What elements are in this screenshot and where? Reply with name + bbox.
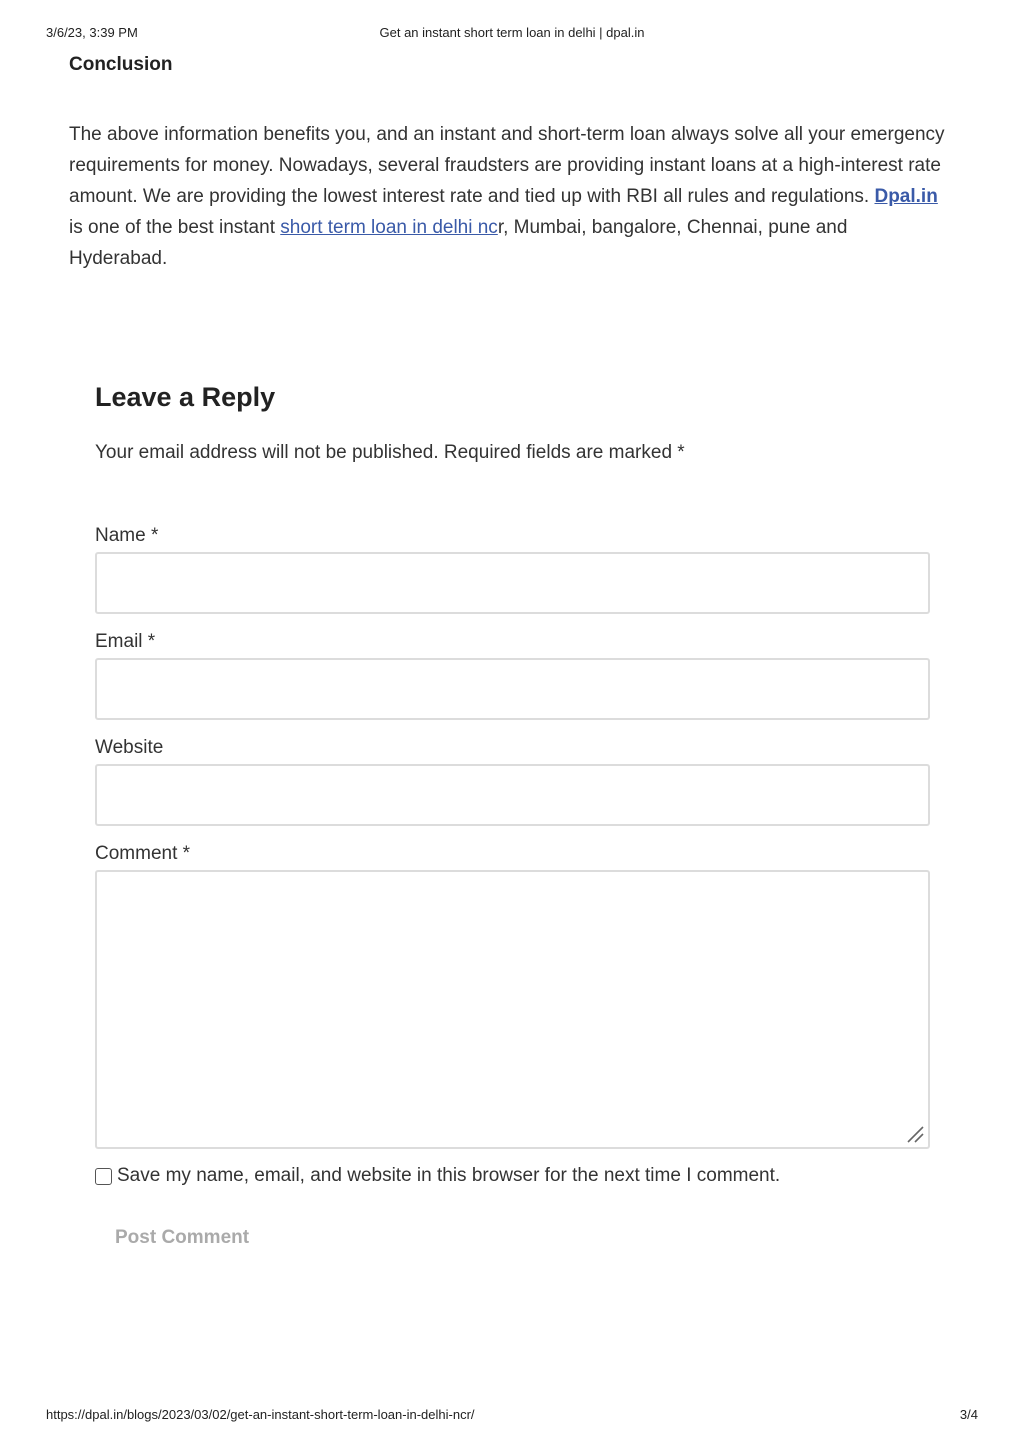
print-url: https://dpal.in/blogs/2023/03/02/get-an-instant-short-term-loan-in-delhi-ncr/ — [46, 1407, 475, 1422]
paragraph-text-3: r, Mumbai, bangalore, Chennai, pune and Hyderabad. — [69, 217, 848, 269]
post-comment-button[interactable]: Post Comment — [95, 1216, 269, 1260]
paragraph-text-1: The above information benefits you, and an instant and short-term loan always solve all your emergency requirements for money. Nowadays, several fraudsters are providing instant loans at a high-interest rate amount. We are providing the lowest interest rate and tied up with RBI all rules and regulations. — [69, 124, 945, 207]
cookies-consent-row — [95, 1164, 780, 1188]
short-term-loan-link[interactable]: short term loan in delhi nc — [280, 217, 498, 238]
comment-label: Comment * — [95, 843, 191, 864]
email-field[interactable] — [95, 658, 930, 720]
comment-notes: Your email address will not be published. Required fields are marked * — [95, 442, 685, 463]
conclusion-paragraph — [69, 119, 949, 274]
resize-handle-icon[interactable] — [905, 1124, 925, 1144]
website-field[interactable] — [95, 764, 930, 826]
name-field[interactable] — [95, 552, 930, 614]
reply-title: Leave a Reply — [95, 382, 276, 412]
comment-field[interactable] — [95, 870, 930, 1149]
print-date: 3/6/23, 3:39 PM — [46, 25, 138, 40]
cookies-consent-label: Save my name, email, and website in this browser for the next time I comment. — [117, 1165, 781, 1186]
print-header — [46, 25, 978, 41]
conclusion-heading: Conclusion — [69, 54, 173, 75]
print-footer — [46, 1407, 978, 1423]
dpal-link[interactable]: Dpal.in — [874, 186, 938, 207]
paragraph-text-2: is one of the best instant — [69, 186, 949, 238]
website-label: Website — [95, 737, 164, 758]
email-label: Email * — [95, 631, 156, 652]
name-label: Name * — [95, 525, 159, 546]
print-page-title: Get an instant short term loan in delhi | dpal.in — [379, 25, 645, 40]
cookies-consent-checkbox[interactable] — [95, 1168, 112, 1185]
print-page-number: 3/4 — [959, 1407, 978, 1422]
